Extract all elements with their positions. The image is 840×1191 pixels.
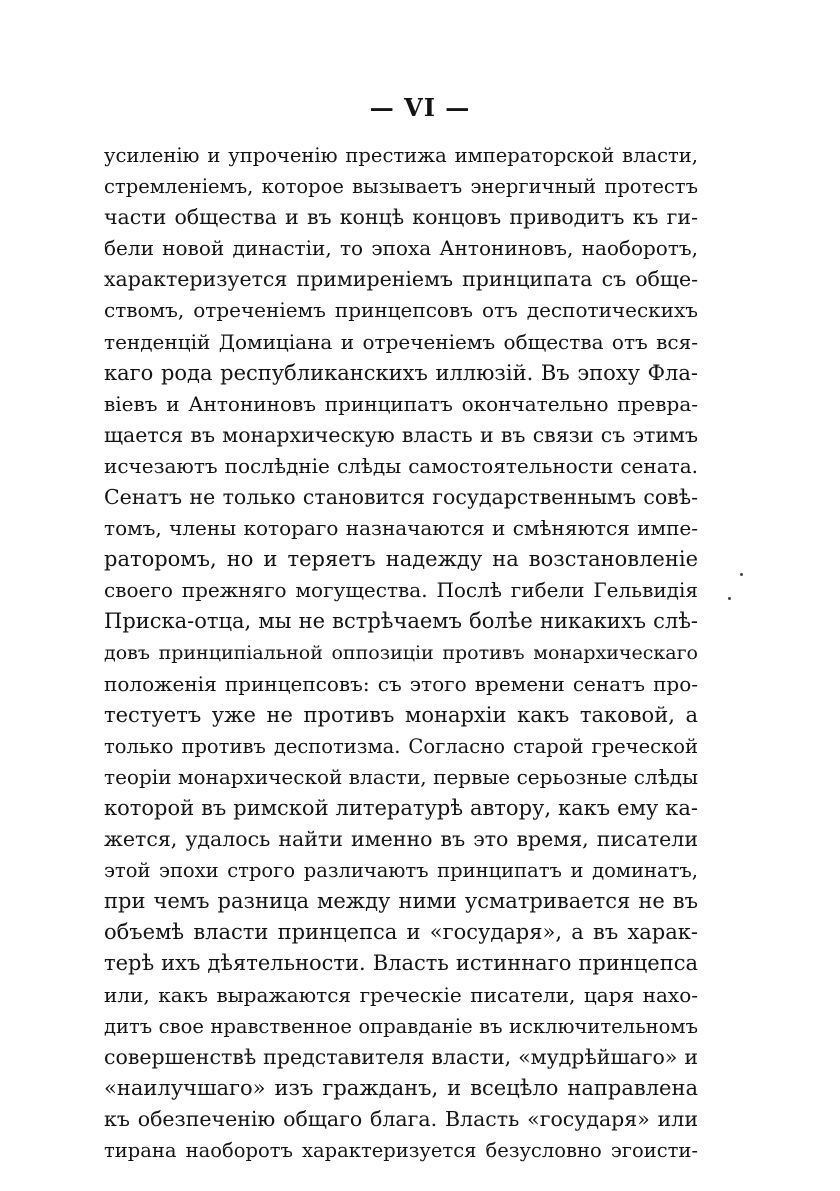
text-line: Приска-отца, мы не встрѣчаемъ болѣе никакихъ слѣ-: [104, 609, 698, 634]
text-line: терѣ ихъ дѣятельности. Власть истиннаго принцепса: [104, 951, 698, 976]
text-line: тестуетъ уже не противъ монархіи какъ таковой, а: [104, 702, 698, 727]
text-line: при чемъ разница между ними усматривается не въ: [104, 889, 698, 914]
text-line: бели новой династіи, то эпоха Антониновъ, наоборотъ,: [104, 236, 698, 261]
text-line: ствомъ, отреченіемъ принцепсовъ отъ деспотическихъ: [104, 298, 698, 323]
text-line: своего прежняго могущества. Послѣ гибели Гельвидія: [104, 578, 698, 603]
text-line: теоріи монархической власти, первые серьозные слѣды: [104, 764, 698, 789]
page-number-header: — VI —: [369, 93, 471, 122]
text-line: каго рода республиканскихъ иллюзій. Въ эпоху Фла-: [104, 360, 698, 385]
text-line: щается въ монархическую власть и въ связи съ этимъ: [104, 422, 698, 447]
body-text: [104, 140, 698, 1166]
text-line: віевъ и Антониновъ принципатъ окончательно превра-: [104, 391, 698, 416]
text-line: довъ принципіальной оппозиціи противъ монархическаго: [104, 641, 698, 664]
text-line: этой эпохи строго различаютъ принципатъ и доминатъ,: [104, 859, 698, 883]
print-speck: [740, 573, 743, 576]
text-line: «наилучшаго» изъ гражданъ, и всецѣло направлена: [104, 1075, 698, 1100]
text-line: характеризуется примиреніемъ принципата съ обще-: [104, 267, 698, 292]
text-line: томъ, члены котораго назначаются и смѣняются импе-: [104, 516, 698, 541]
text-line: объемѣ власти принцепса и «государя», а въ харак-: [104, 920, 698, 945]
text-line: тирана наоборотъ характеризуется безусловно эгоисти-: [104, 1139, 698, 1162]
text-line: къ обезпеченію общаго блага. Власть «государя» или: [104, 1106, 698, 1131]
text-line: раторомъ, но и теряетъ надежду на возстановленіе: [104, 547, 698, 572]
text-line: тенденцій Домиціана и отреченіемъ общества отъ вся-: [104, 329, 698, 354]
text-line: дитъ свое нравственное оправданіе въ исключительномъ: [104, 1014, 698, 1038]
text-line: исчезаютъ послѣдніе слѣды самостоятельности сената.: [104, 453, 698, 478]
text-line: стремленіемъ, которое вызываетъ энергичный протестъ: [104, 175, 698, 199]
text-line: Сенатъ не только становится государственнымъ совѣ-: [104, 485, 698, 510]
text-line: совершенствѣ представителя власти, «мудрѣйшаго» и: [104, 1044, 698, 1069]
text-line: только противъ деспотизма. Согласно старой греческой: [104, 734, 698, 758]
text-line: части общества и въ концѣ концовъ приводитъ къ ги-: [104, 205, 698, 230]
text-line: или, какъ выражаются греческіе писатели, царя нахо-: [104, 982, 698, 1007]
text-line: жется, удалось найти именно въ это время, писатели: [104, 827, 698, 852]
text-line: которой въ римской литературѣ автору, какъ ему ка-: [104, 795, 698, 820]
text-line: усиленію и упроченію престижа императорской власти,: [104, 144, 698, 167]
text-line: положенія принцепсовъ: съ этого времени сенатъ про-: [104, 671, 698, 696]
print-speck: [728, 597, 731, 600]
